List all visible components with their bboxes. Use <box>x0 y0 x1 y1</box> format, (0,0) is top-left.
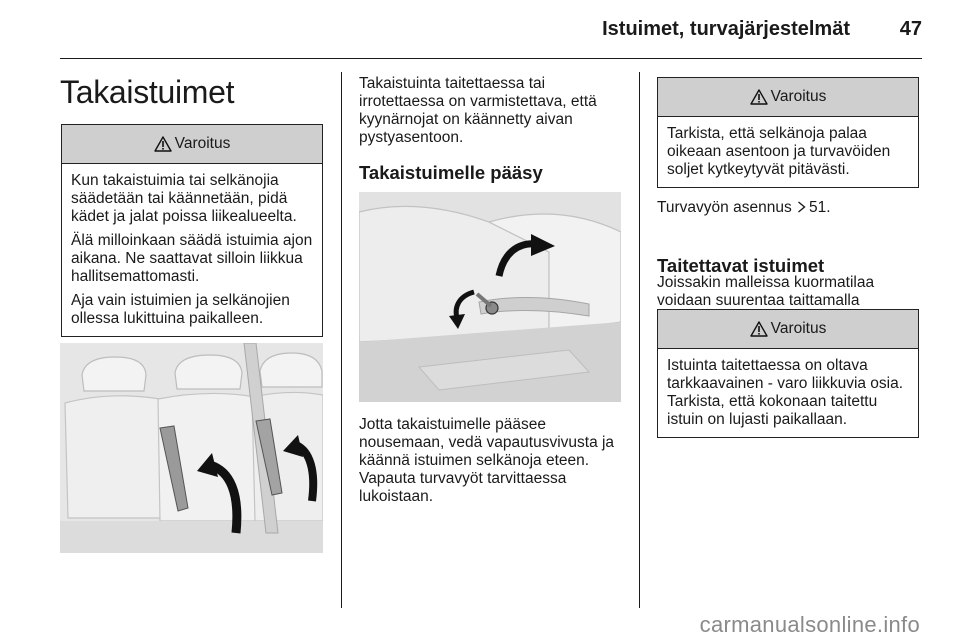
warning-body <box>658 349 918 437</box>
warning-paragraph-2: Tarkista, että kokonaan taitettu istuin on lujasti paikallaan. <box>667 393 878 428</box>
page-reference-icon <box>797 201 806 213</box>
warning-paragraph-3: Aja vain istuimien ja selkänojien ollessa lukittuina paikalleen. <box>71 292 290 327</box>
column-divider-1 <box>341 72 342 608</box>
intro-paragraph <box>359 75 624 147</box>
running-title: Istuimet, turvajärjestelmät <box>602 18 850 40</box>
warning-body <box>62 164 322 336</box>
page-number: 47 <box>899 18 922 40</box>
column-divider-2 <box>639 72 640 608</box>
warning-header <box>658 78 918 117</box>
warning-paragraph-2: Älä milloinkaan säädä istuimia ajon aikana. Ne saattavat silloin liikkua hallitsemattomasti. <box>71 232 313 285</box>
rear-seat-drawing <box>60 343 323 553</box>
warning-title: Varoitus <box>770 88 827 105</box>
warning-paragraph-1: Istuinta taitettaessa on oltava tarkkaavainen - varo liikkuvia osia. <box>667 357 904 392</box>
access-paragraph <box>359 416 624 506</box>
rear-seat-illustration <box>60 343 323 553</box>
warning-triangle-icon <box>750 321 768 337</box>
warning-title: Varoitus <box>174 135 231 152</box>
warning-box-left <box>61 124 323 337</box>
warning-triangle-icon <box>154 136 172 152</box>
warning-paragraph-1: Kun takaistuimia tai selkänojia säädetään tai käännetään, pidä kädet ja jalat poissa liikealueelta. <box>71 172 297 225</box>
warning-header <box>62 125 322 164</box>
seat-access-illustration <box>359 192 621 402</box>
warning-triangle-icon <box>750 89 768 105</box>
cross-reference <box>657 199 919 217</box>
watermark: carmanualsonline.info <box>699 612 920 637</box>
intro-text: Takaistuinta taitettaessa tai irrotettaessa on varmistettava, että kyynärnojat on käännetty aivan pystyasentoon. <box>359 75 597 146</box>
warning-title: Varoitus <box>770 320 827 337</box>
subheading-folding: Taitettavat istuimet <box>657 255 825 276</box>
warning-box-right-2 <box>657 309 919 438</box>
folding-text: Joissakin malleissa kuormatilaa voidaan suurentaa taittamalla <box>657 274 875 309</box>
access-text: Jotta takaistuimelle pääsee nousemaan, vedä vapautusvivusta ja käännä istuimen selkänoja eteen. Vapauta turvavyöt tarvittaessa lukoistaan. <box>359 416 615 505</box>
subheading-access: Takaistuimelle pääsy <box>359 162 543 183</box>
warning-box-right-1 <box>657 77 919 188</box>
section-heading: Takaistuimet <box>60 74 235 110</box>
warning-body <box>658 117 918 187</box>
reference-text: Turvavyön asennus <box>657 199 792 216</box>
reference-page[interactable]: 51. <box>809 199 831 216</box>
warning-header <box>658 310 918 349</box>
header-rule <box>60 58 922 59</box>
warning-paragraph: Tarkista, että selkänoja palaa oikeaan asentoon ja turvavöiden soljet kytkeytyvät pitävästi. <box>667 125 891 178</box>
seat-access-drawing <box>359 192 621 402</box>
